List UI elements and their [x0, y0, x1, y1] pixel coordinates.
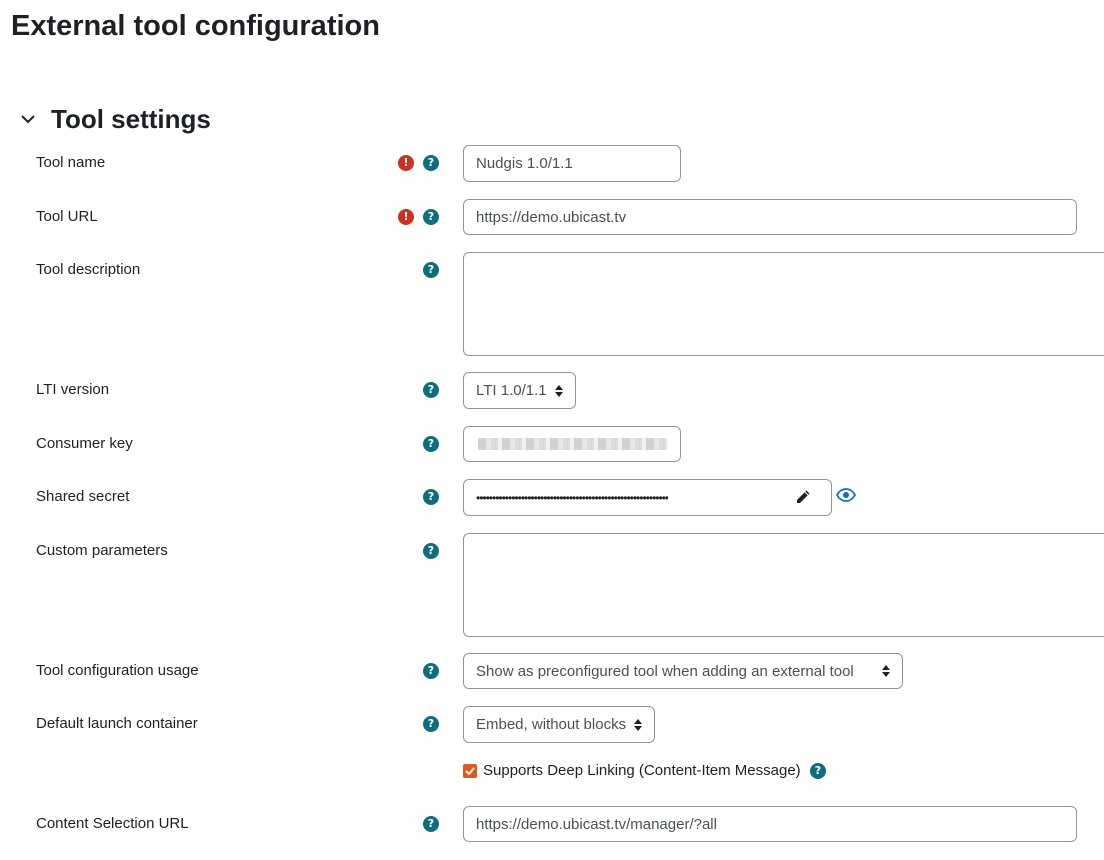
question-icon[interactable]: ?	[423, 209, 439, 225]
shared-secret-value: ••••••••••••••••••••••••••••••••••••••••••••••••••••••••••••	[476, 490, 669, 505]
custom-parameters-label: Custom parameters	[36, 542, 168, 559]
redacted-value	[478, 438, 668, 450]
question-icon[interactable]: ?	[423, 436, 439, 452]
page-title: External tool configuration	[11, 10, 380, 42]
custom-parameters-textarea[interactable]	[463, 533, 1104, 637]
question-icon[interactable]: ?	[423, 155, 439, 171]
default-launch-container-label: Default launch container	[36, 715, 198, 732]
question-icon[interactable]: ?	[423, 262, 439, 278]
eye-icon[interactable]	[836, 487, 856, 503]
tool-config-usage-value: Show as preconfigured tool when adding an external tool	[476, 662, 854, 680]
question-icon[interactable]: ?	[423, 543, 439, 559]
consumer-key-input[interactable]	[463, 426, 681, 462]
question-icon[interactable]: ?	[423, 489, 439, 505]
question-icon[interactable]: ?	[423, 663, 439, 679]
tool-name-label: Tool name	[36, 154, 106, 171]
shared-secret-label: Shared secret	[36, 488, 130, 505]
shared-secret-input[interactable]	[463, 479, 832, 516]
exclamation-icon: !	[398, 155, 414, 171]
content-selection-url-input[interactable]: https://demo.ubicast.tv/manager/?all	[463, 806, 1077, 842]
default-launch-container-select[interactable]	[463, 706, 655, 743]
select-caret-icon	[634, 719, 642, 731]
pencil-icon[interactable]	[795, 489, 811, 505]
deep-linking-label[interactable]: Supports Deep Linking (Content-Item Message)	[483, 762, 801, 779]
checkmark-icon	[465, 767, 475, 775]
chevron-down-icon[interactable]	[16, 107, 40, 131]
tool-config-usage-select[interactable]	[463, 653, 903, 689]
question-icon[interactable]: ?	[810, 763, 826, 779]
section-header-tool-settings[interactable]	[16, 100, 211, 138]
question-icon[interactable]: ?	[423, 816, 439, 832]
lti-version-label: LTI version	[36, 381, 110, 398]
content-selection-url-label: Content Selection URL	[36, 815, 189, 832]
tool-url-label: Tool URL	[36, 208, 98, 225]
deep-linking-checkbox[interactable]	[463, 764, 477, 778]
section-title: Tool settings	[51, 104, 211, 134]
tool-name-input[interactable]: Nudgis 1.0/1.1	[463, 145, 681, 182]
question-icon[interactable]: ?	[423, 382, 439, 398]
tool-description-label: Tool description	[36, 261, 141, 278]
consumer-key-label: Consumer key	[36, 435, 133, 452]
tool-description-textarea[interactable]	[463, 252, 1104, 356]
select-caret-icon	[555, 385, 563, 397]
tool-url-input[interactable]: https://demo.ubicast.tv	[463, 199, 1077, 235]
lti-version-select[interactable]	[463, 372, 576, 409]
tool-config-usage-label: Tool configuration usage	[36, 662, 199, 679]
select-caret-icon	[882, 665, 890, 677]
question-icon[interactable]: ?	[423, 716, 439, 732]
exclamation-icon: !	[398, 209, 414, 225]
default-launch-container-value: Embed, without blocks	[476, 716, 627, 733]
lti-version-value: LTI 1.0/1.1	[476, 382, 547, 399]
